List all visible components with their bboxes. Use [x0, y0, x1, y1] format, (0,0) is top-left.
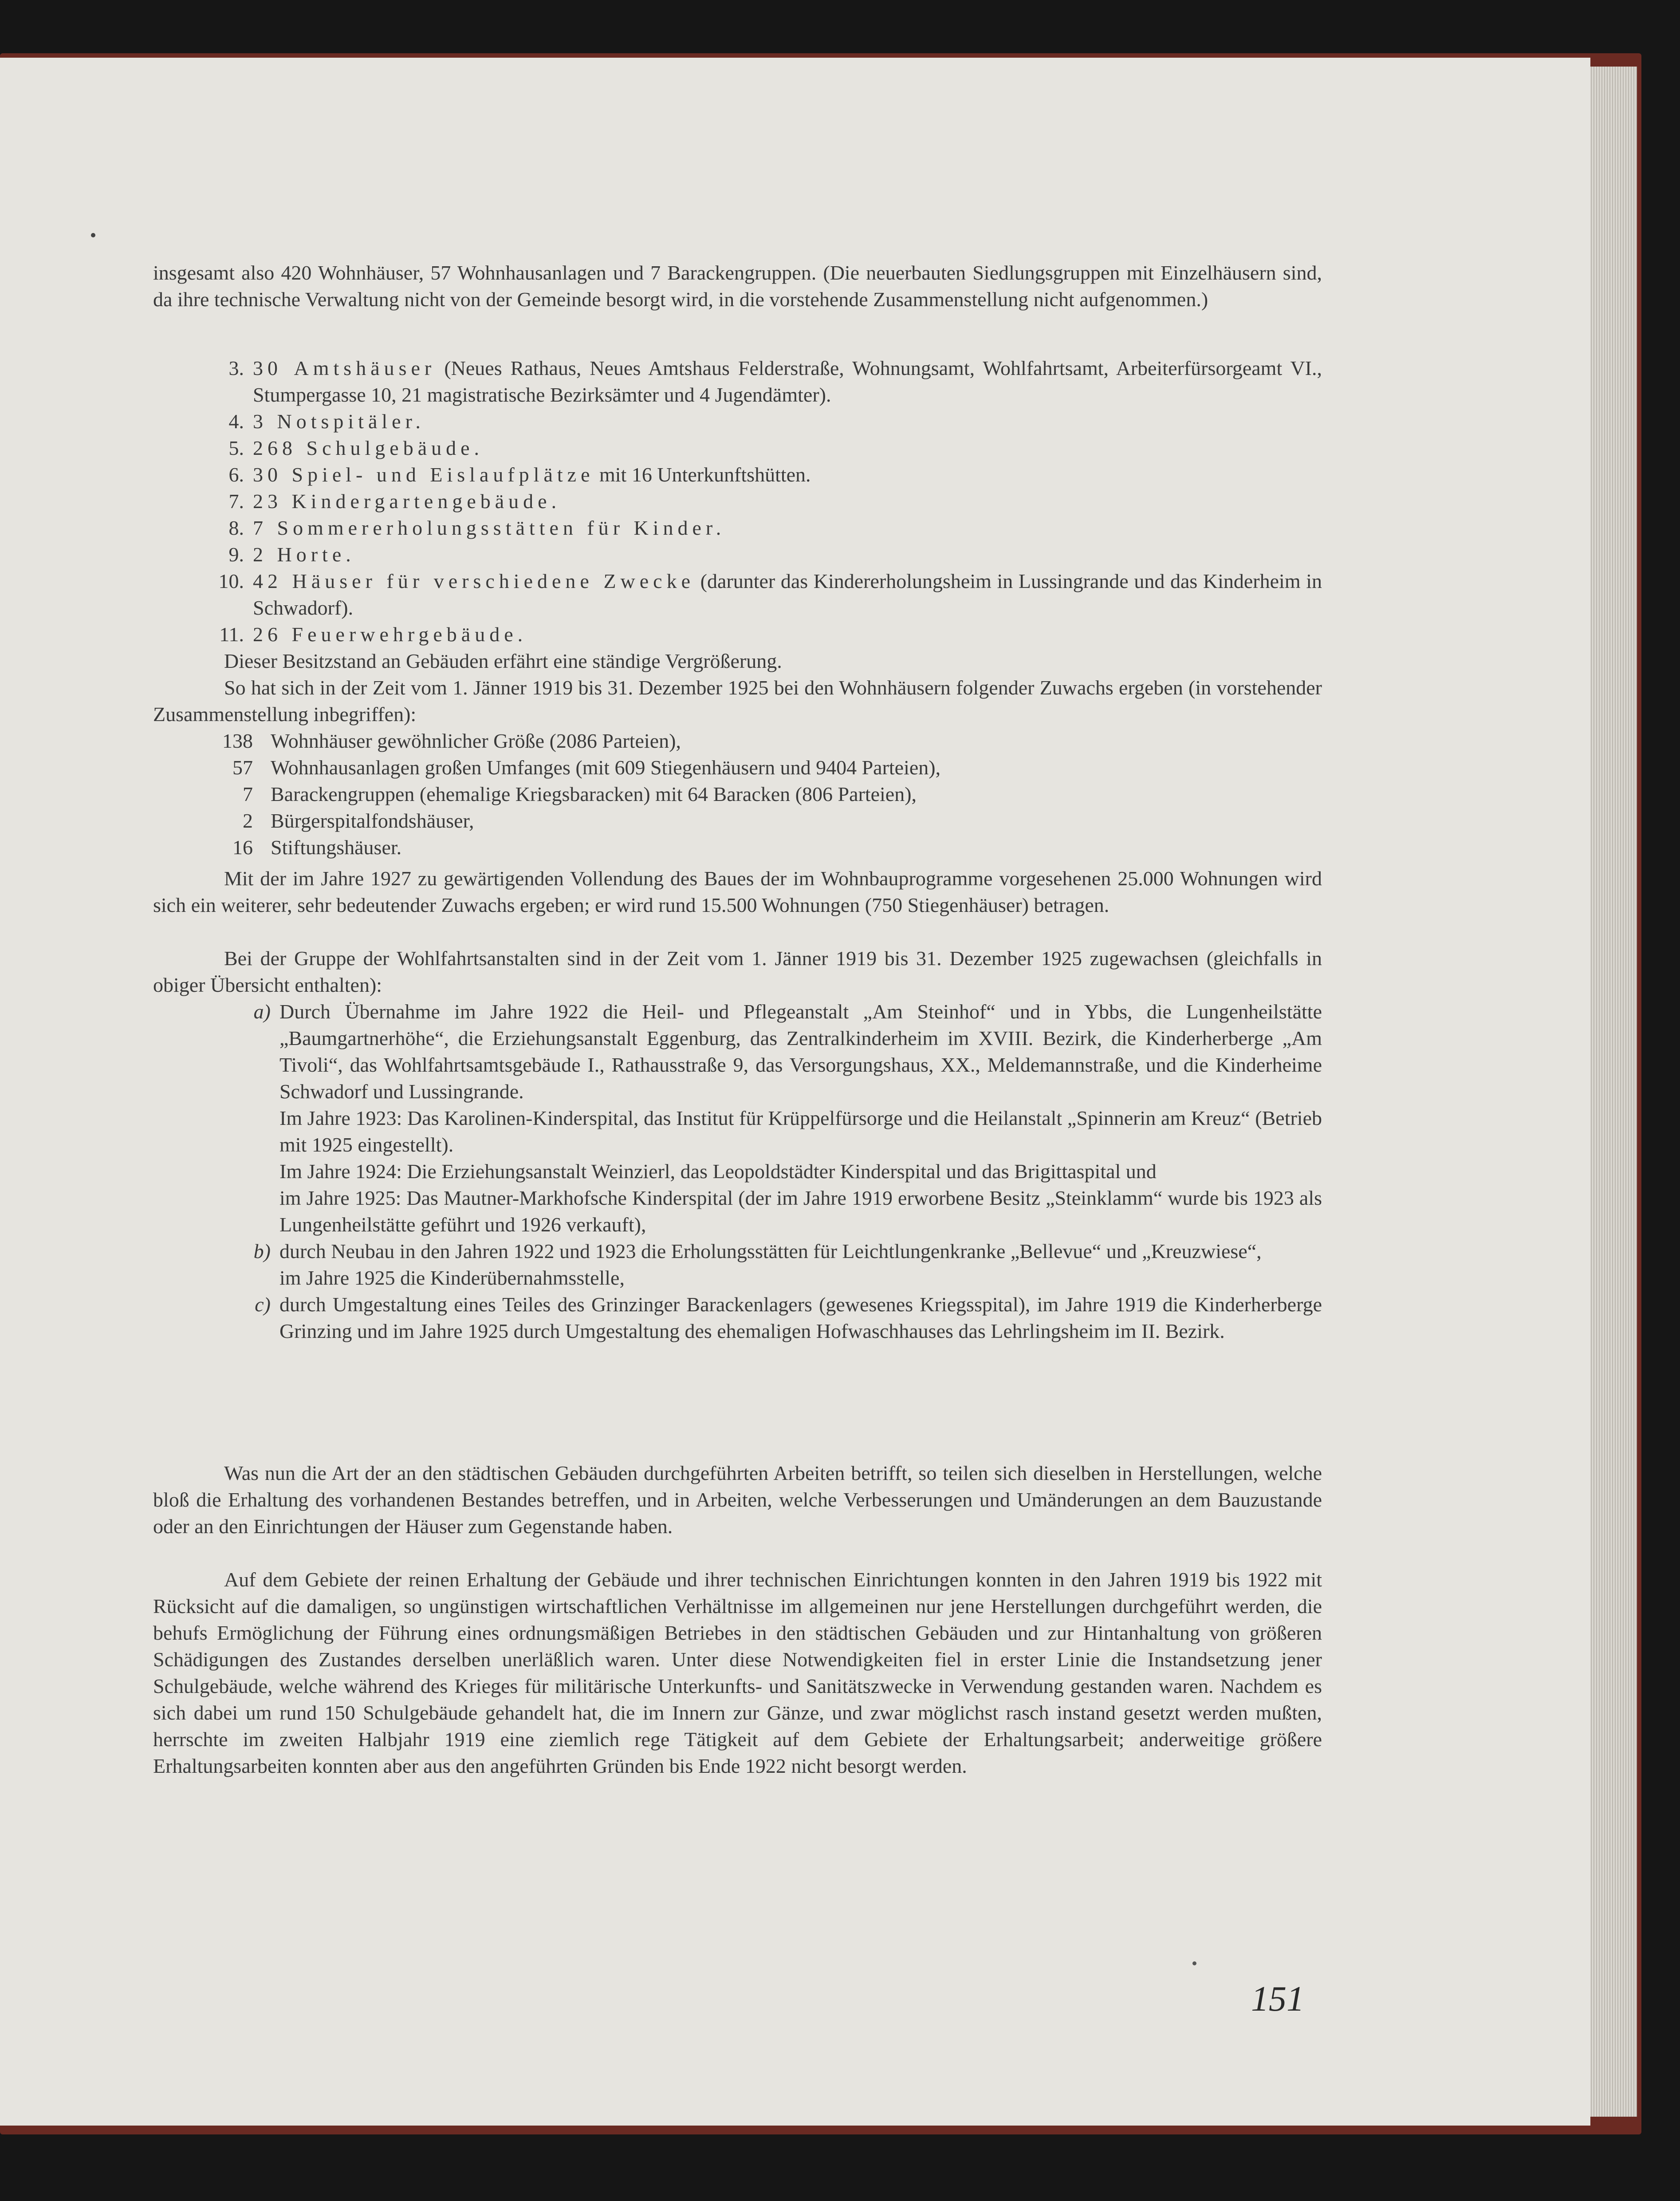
list-heading: 30 Spiel- und Eislaufplätze [253, 463, 594, 486]
list-number: 2 [243, 809, 253, 832]
list-item [0, 781, 1322, 808]
bestand-paragraph: Dieser Besitzstand an Gebäuden erfährt eine ständige Vergrößerung. [224, 650, 782, 672]
building-list [0, 355, 1322, 648]
list-letter: a) [253, 1000, 271, 1023]
list-heading: 23 Kindergartengebäude. [253, 490, 561, 513]
list-text: Stiftungshäuser. [271, 836, 402, 859]
list-number: 7 [243, 783, 253, 805]
list-number: 3. [228, 357, 244, 379]
list-text: durch Umgestaltung eines Teiles des Grinzinger Barackenlagers (gewesenes Kriegsspital), im Jahre 1919 die Kinderherberge Grinzing und im Jahre 1925 durch Umgestaltung des ehemaligen Hofwaschhauses das Lehrlingsheim im II. Bezirk. [279, 1293, 1322, 1342]
erhaltung-paragraph: Auf dem Gebiete der reinen Erhaltung der Gebäude und ihrer technischen Einrichtungen konnten in den Jahren 1919 bis 1922 mit Rücksicht auf die damaligen, so ungünstigen wirtschaftlichen Verhältnisse im allgemeinen nur jene Herstellungen durchgeführt werden, die behufs Ermöglichung der Führung eines ordnungsmäßigen Betriebes in den städtischen Gebäuden und zur Hintanhaltung von größeren Schädigungen des Zustandes derselben unerläßlich waren. Unter diese Notwendigkeiten fiel in erster Linie die Instandsetzung jener Schulgebäude, welche während des Krieges für militärische Unterkunfts- und Sanitätszwecke in Verwendung gestanden waren. Nachdem es sich dabei um rund 150 Schulgebäude gehandelt hat, die im Innern zur Gänze, und zwar möglichst rasch instand gesetzt werden mußten, herrschte im zweiten Halbjahr 1919 eine ziemlich rege Tätigkeit auf dem Gebiete der Erhaltungsarbeit; anderweitige größere Erhaltungsarbeiten konnten aber aus den angeführten Gründen bis Ende 1922 nicht besorgt werden. [153, 1568, 1322, 1777]
list-text: im Jahre 1925 die Kinderübernahmsstelle, [279, 1266, 625, 1289]
list-item [0, 1291, 1322, 1345]
list-number: 7. [228, 490, 244, 513]
margin-mark [91, 233, 95, 237]
list-text: Wohnhäuser gewöhnlicher Größe (2086 Parteien), [271, 730, 681, 752]
list-text: Wohnhausanlagen großen Umfanges (mit 609 Stiegenhäusern und 9404 Parteien), [271, 756, 941, 779]
list-number: 11. [219, 623, 244, 646]
list-item [0, 541, 1322, 568]
list-heading: 26 Feuerwehrgebäude. [253, 623, 527, 646]
list-item [0, 568, 1322, 621]
list-text: Bürgerspitalfondshäuser, [271, 809, 474, 832]
list-item [0, 355, 1322, 408]
list-item [0, 435, 1322, 462]
wohlfahrt-list [0, 998, 1322, 1345]
page-number: 151 [1251, 1980, 1304, 2019]
list-letter: b) [253, 1240, 271, 1262]
list-item [0, 462, 1322, 488]
paragraph-1927: Mit der im Jahre 1927 zu gewärtigenden Vollendung des Baues der im Wohnbauprogramme vorgesehenen 25.000 Wohnungen wird sich ein weiterer, sehr bedeutender Zuwachs ergeben; er wird rund 15.500 Wohnungen (750 Stiegenhäuser) betragen. [153, 867, 1322, 916]
list-item [0, 408, 1322, 435]
list-text: im Jahre 1925: Das Mautner-Markhofsche Kinderspital (der im Jahre 1919 erworbene Besitz „Steinklamm“ wurde bis 1923 als Lungenheilstätte geführt und 1926 verkauft), [279, 1187, 1322, 1236]
list-number: 8. [228, 517, 244, 539]
list-item [0, 728, 1322, 754]
list-number: 138 [222, 730, 253, 752]
zuwachs-list [0, 728, 1322, 861]
list-heading: 42 Häuser für verschiedene Zwecke [253, 570, 695, 592]
list-number: 6. [228, 463, 244, 486]
list-number: 10. [218, 570, 244, 592]
list-item [0, 998, 1322, 1238]
list-heading: 30 Amtshäuser [253, 357, 436, 379]
list-text: Barackengruppen (ehemalige Kriegsbaracken) mit 64 Baracken (806 Parteien), [271, 783, 917, 805]
list-text: (Neues Rathaus, Neues Amtshaus Felderstraße, Wohnungsamt, Wohlfahrtsamt, Arbeiterfürsorgeamt VI., Stumpergasse 10, 21 magistratische Bezirksämter und 4 Jugendämter). [253, 357, 1322, 406]
book-page [0, 58, 1590, 2126]
list-heading: 2 Horte. [253, 543, 355, 566]
list-heading: 268 Schulgebäude. [253, 437, 484, 459]
list-number: 9. [228, 543, 244, 566]
zuwachs-paragraph: So hat sich in der Zeit vom 1. Jänner 1919 bis 31. Dezember 1925 bei den Wohnhäusern folgender Zuwachs ergeben (in vorstehender Zusammenstellung inbegriffen): [153, 676, 1322, 726]
list-number: 4. [228, 410, 244, 433]
wohlfahrt-paragraph: Bei der Gruppe der Wohlfahrtsanstalten sind in der Zeit vom 1. Jänner 1919 bis 31. Dezember 1925 zugewachsen (gleichfalls in obiger Übersicht enthalten): [153, 947, 1322, 996]
margin-mark [1192, 1961, 1196, 1965]
list-text: mit 16 Unterkunftshütten. [594, 463, 811, 486]
intro-paragraph: insgesamt also 420 Wohnhäuser, 57 Wohnhausanlagen und 7 Barackengruppen. (Die neuerbauten Siedlungsgruppen mit Einzelhäusern sind, da ihre technische Verwaltung nicht von der Gemeinde besorgt wird, in die vorstehende Zusammenstellung nicht aufgenommen.) [153, 261, 1322, 311]
list-item [0, 515, 1322, 541]
list-item [0, 808, 1322, 834]
list-item [0, 754, 1322, 781]
list-item [0, 1238, 1322, 1291]
list-heading: 3 Notspitäler. [253, 410, 425, 433]
list-item [0, 621, 1322, 648]
list-text: durch Neubau in den Jahren 1922 und 1923 die Erholungsstätten für Leichtlungenkranke „Bellevue“ und „Kreuzwiese“, [279, 1240, 1262, 1262]
list-heading: 7 Sommererholungsstätten für Kinder. [253, 517, 726, 539]
list-text: Durch Übernahme im Jahre 1922 die Heil- und Pflegeanstalt „Am Steinhof“ und in Ybbs, die Lungenheilstätte „Baumgartnerhöhe“, die Erziehungsanstalt Eggenburg, das Zentralkinderheim im XVIII. Bezirk, die Kinderherberge „Am Tivoli“, das Wohlfahrtsamtsgebäude I., Rathausstraße 9, das Versorgungshaus, XX., Meldemannstraße, und die Kinderheime Schwadorf und Lussingrande. [279, 1000, 1322, 1103]
list-text: Im Jahre 1924: Die Erziehungsanstalt Weinzierl, das Leopoldstädter Kinderspital und das Brigittaspital und [279, 1160, 1157, 1183]
list-item [0, 488, 1322, 515]
list-number: 16 [232, 836, 253, 859]
list-letter: c) [255, 1293, 271, 1316]
list-text: Im Jahre 1923: Das Karolinen-Kinderspital, das Institut für Krüppelfürsorge und die Heilanstalt „Spinnerin am Kreuz“ (Betrieb mit 1925 eingestellt). [279, 1107, 1322, 1156]
list-number: 57 [232, 756, 253, 779]
arbeiten-paragraph: Was nun die Art der an den städtischen Gebäuden durchgeführten Arbeiten betrifft, so teilen sich dieselben in Herstellungen, welche bloß die Erhaltung des vorhandenen Bestandes betreffen, und in Arbeiten, welche Verbesserungen und Umänderungen an dem Bauzustande oder an den Einrichtungen der Häuser zum Gegenstande haben. [153, 1462, 1322, 1538]
list-number: 5. [228, 437, 244, 459]
list-text: (darunter das Kindererholungsheim in Lussingrande und das Kinderheim in Schwadorf). [253, 570, 1322, 619]
list-item [0, 834, 1322, 861]
